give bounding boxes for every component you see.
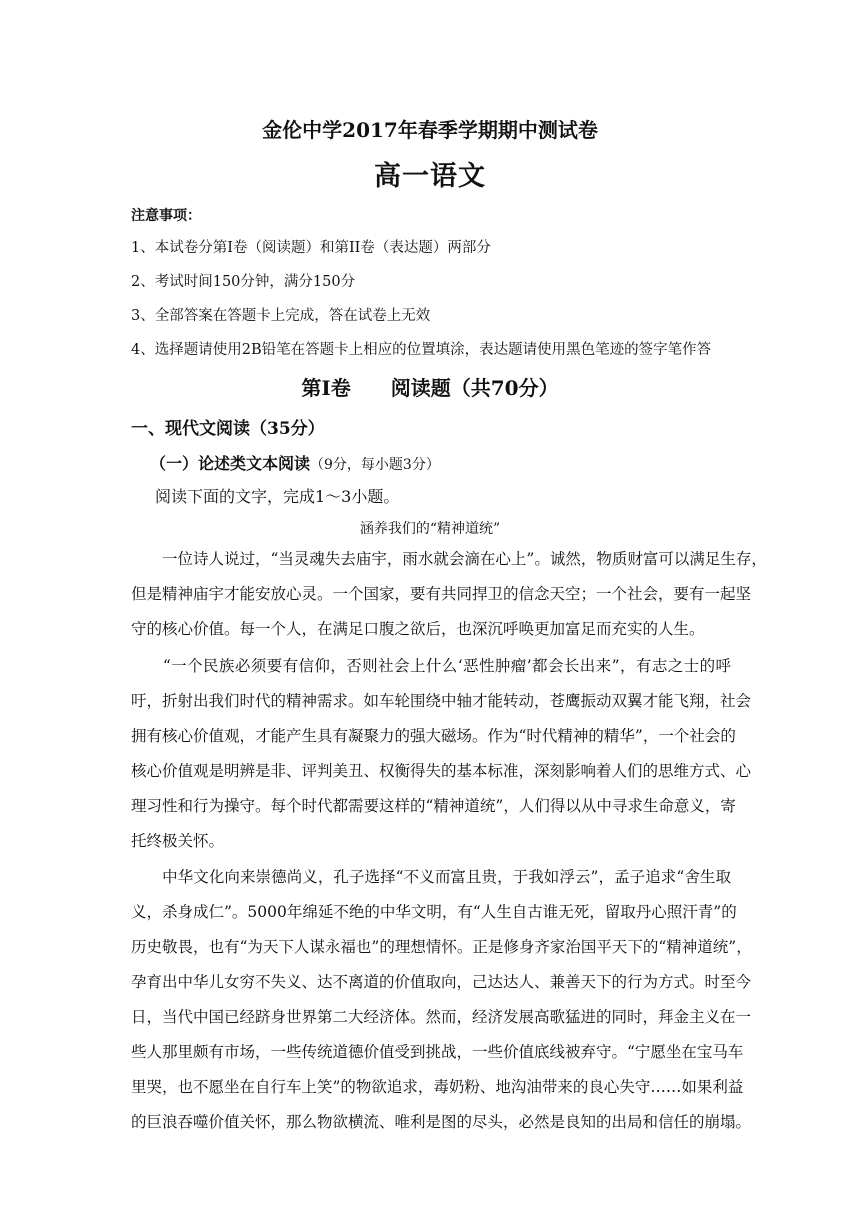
article-line: 吁，折射出我们时代的精神需求。如车轮围绕中轴才能转动，苍鹰振动双翼才能飞翔，社会 bbox=[131, 692, 752, 710]
notice-heading: 注意事项： bbox=[131, 208, 201, 224]
notice-item: 3、全部答案在答题卡上完成，答在试卷上无效 bbox=[131, 308, 431, 324]
part-heading: 一、现代文阅读（35分） bbox=[131, 419, 325, 439]
reading-instruction: 阅读下面的文字，完成1～3小题。 bbox=[155, 487, 400, 506]
article-line: 孕育出中华儿女穷不失义、达不离道的价值取向，己达达人、兼善天下的行为方式。时至今 bbox=[131, 973, 752, 991]
subject-title: 高一语文 bbox=[374, 161, 486, 192]
article-line: 些人那里颇有市场，一些传统道德价值受到挑战，一些价值底线被弃守。“宁愿坐在宝马车 bbox=[131, 1043, 744, 1061]
article-line: 核心价值观是明辨是非、评判美丑、权衡得失的基本标准，深刻影响着人们的思维方式、心 bbox=[131, 762, 752, 780]
article-line: 里哭，也不愿坐在自行车上笑”的物欲追求，毒奶粉、地沟油带来的良心失守……如果利益 bbox=[131, 1078, 744, 1096]
sub-heading-label: （一）论述类文本阅读 bbox=[150, 454, 311, 473]
notice-item: 4、选择题请使用2B铅笔在答题卡上相应的位置填涂，表达题请使用黑色笔迹的签字笔作答 bbox=[131, 342, 712, 358]
article-line: 理习性和行为操守。每个时代都需要这样的“精神道统”，人们得以从中寻求生命意义，寄 bbox=[131, 797, 736, 815]
article-line: 但是精神庙宇才能安放心灵。一个国家，要有共同捍卫的信念天空；一个社会，要有一起坚 bbox=[131, 585, 752, 603]
section-title: 第Ⅰ卷 阅读题（共70分） bbox=[301, 376, 559, 400]
article-line: 拥有核心价值观，才能产生具有凝聚力的强大磁场。作为“时代精神的精华”，一个社会的 bbox=[131, 727, 736, 745]
article-title: 涵养我们的“精神道统” bbox=[359, 521, 501, 537]
article-line: 日，当代中国已经跻身世界第二大经济体。然而，经济发展高歌猛进的同时，拜金主义在一 bbox=[131, 1008, 752, 1026]
article-line: “一个民族必须要有信仰，否则社会上什么‘恶性肿瘤’都会长出来”，有志之士的呼 bbox=[131, 657, 731, 675]
article-line: 中华文化向来崇德尚义，孔子选择“不义而富且贵，于我如浮云”，孟子追求“舍生取 bbox=[131, 868, 731, 886]
article-line: 的巨浪吞噬价值关怀，那么物欲横流、唯利是图的尽头，必然是良知的出局和信任的崩塌。 bbox=[131, 1113, 752, 1131]
sub-heading-note: （9分，每小题3分） bbox=[310, 457, 440, 473]
article-line: 守的核心价值。每一个人，在满足口腹之欲后，也深沉呼唤更加富足而充实的人生。 bbox=[131, 620, 705, 638]
notice-item: 1、本试卷分第Ⅰ卷（阅读题）和第II卷（表达题）两部分 bbox=[131, 240, 491, 256]
article-line: 历史敬畏，也有“为天下人谋永福也”的理想情怀。正是修身齐家治国平天下的“精神道统”， bbox=[131, 938, 752, 956]
article-line: 托终极关怀。 bbox=[131, 832, 225, 850]
article-line: 一位诗人说过，“当灵魂失去庙宇，雨水就会滴在心上”。诚然，物质财富可以满足生存， bbox=[131, 550, 767, 568]
notice-item: 2、考试时间150分钟，满分150分 bbox=[131, 274, 356, 290]
exam-title: 金伦中学2017年春季学期期中测试卷 bbox=[262, 118, 598, 142]
article-line: 义，杀身成仁”。5000年绵延不绝的中华文明，有“人生自古谁无死，留取丹心照汗青”的 bbox=[131, 903, 737, 921]
sub-heading bbox=[150, 451, 440, 474]
